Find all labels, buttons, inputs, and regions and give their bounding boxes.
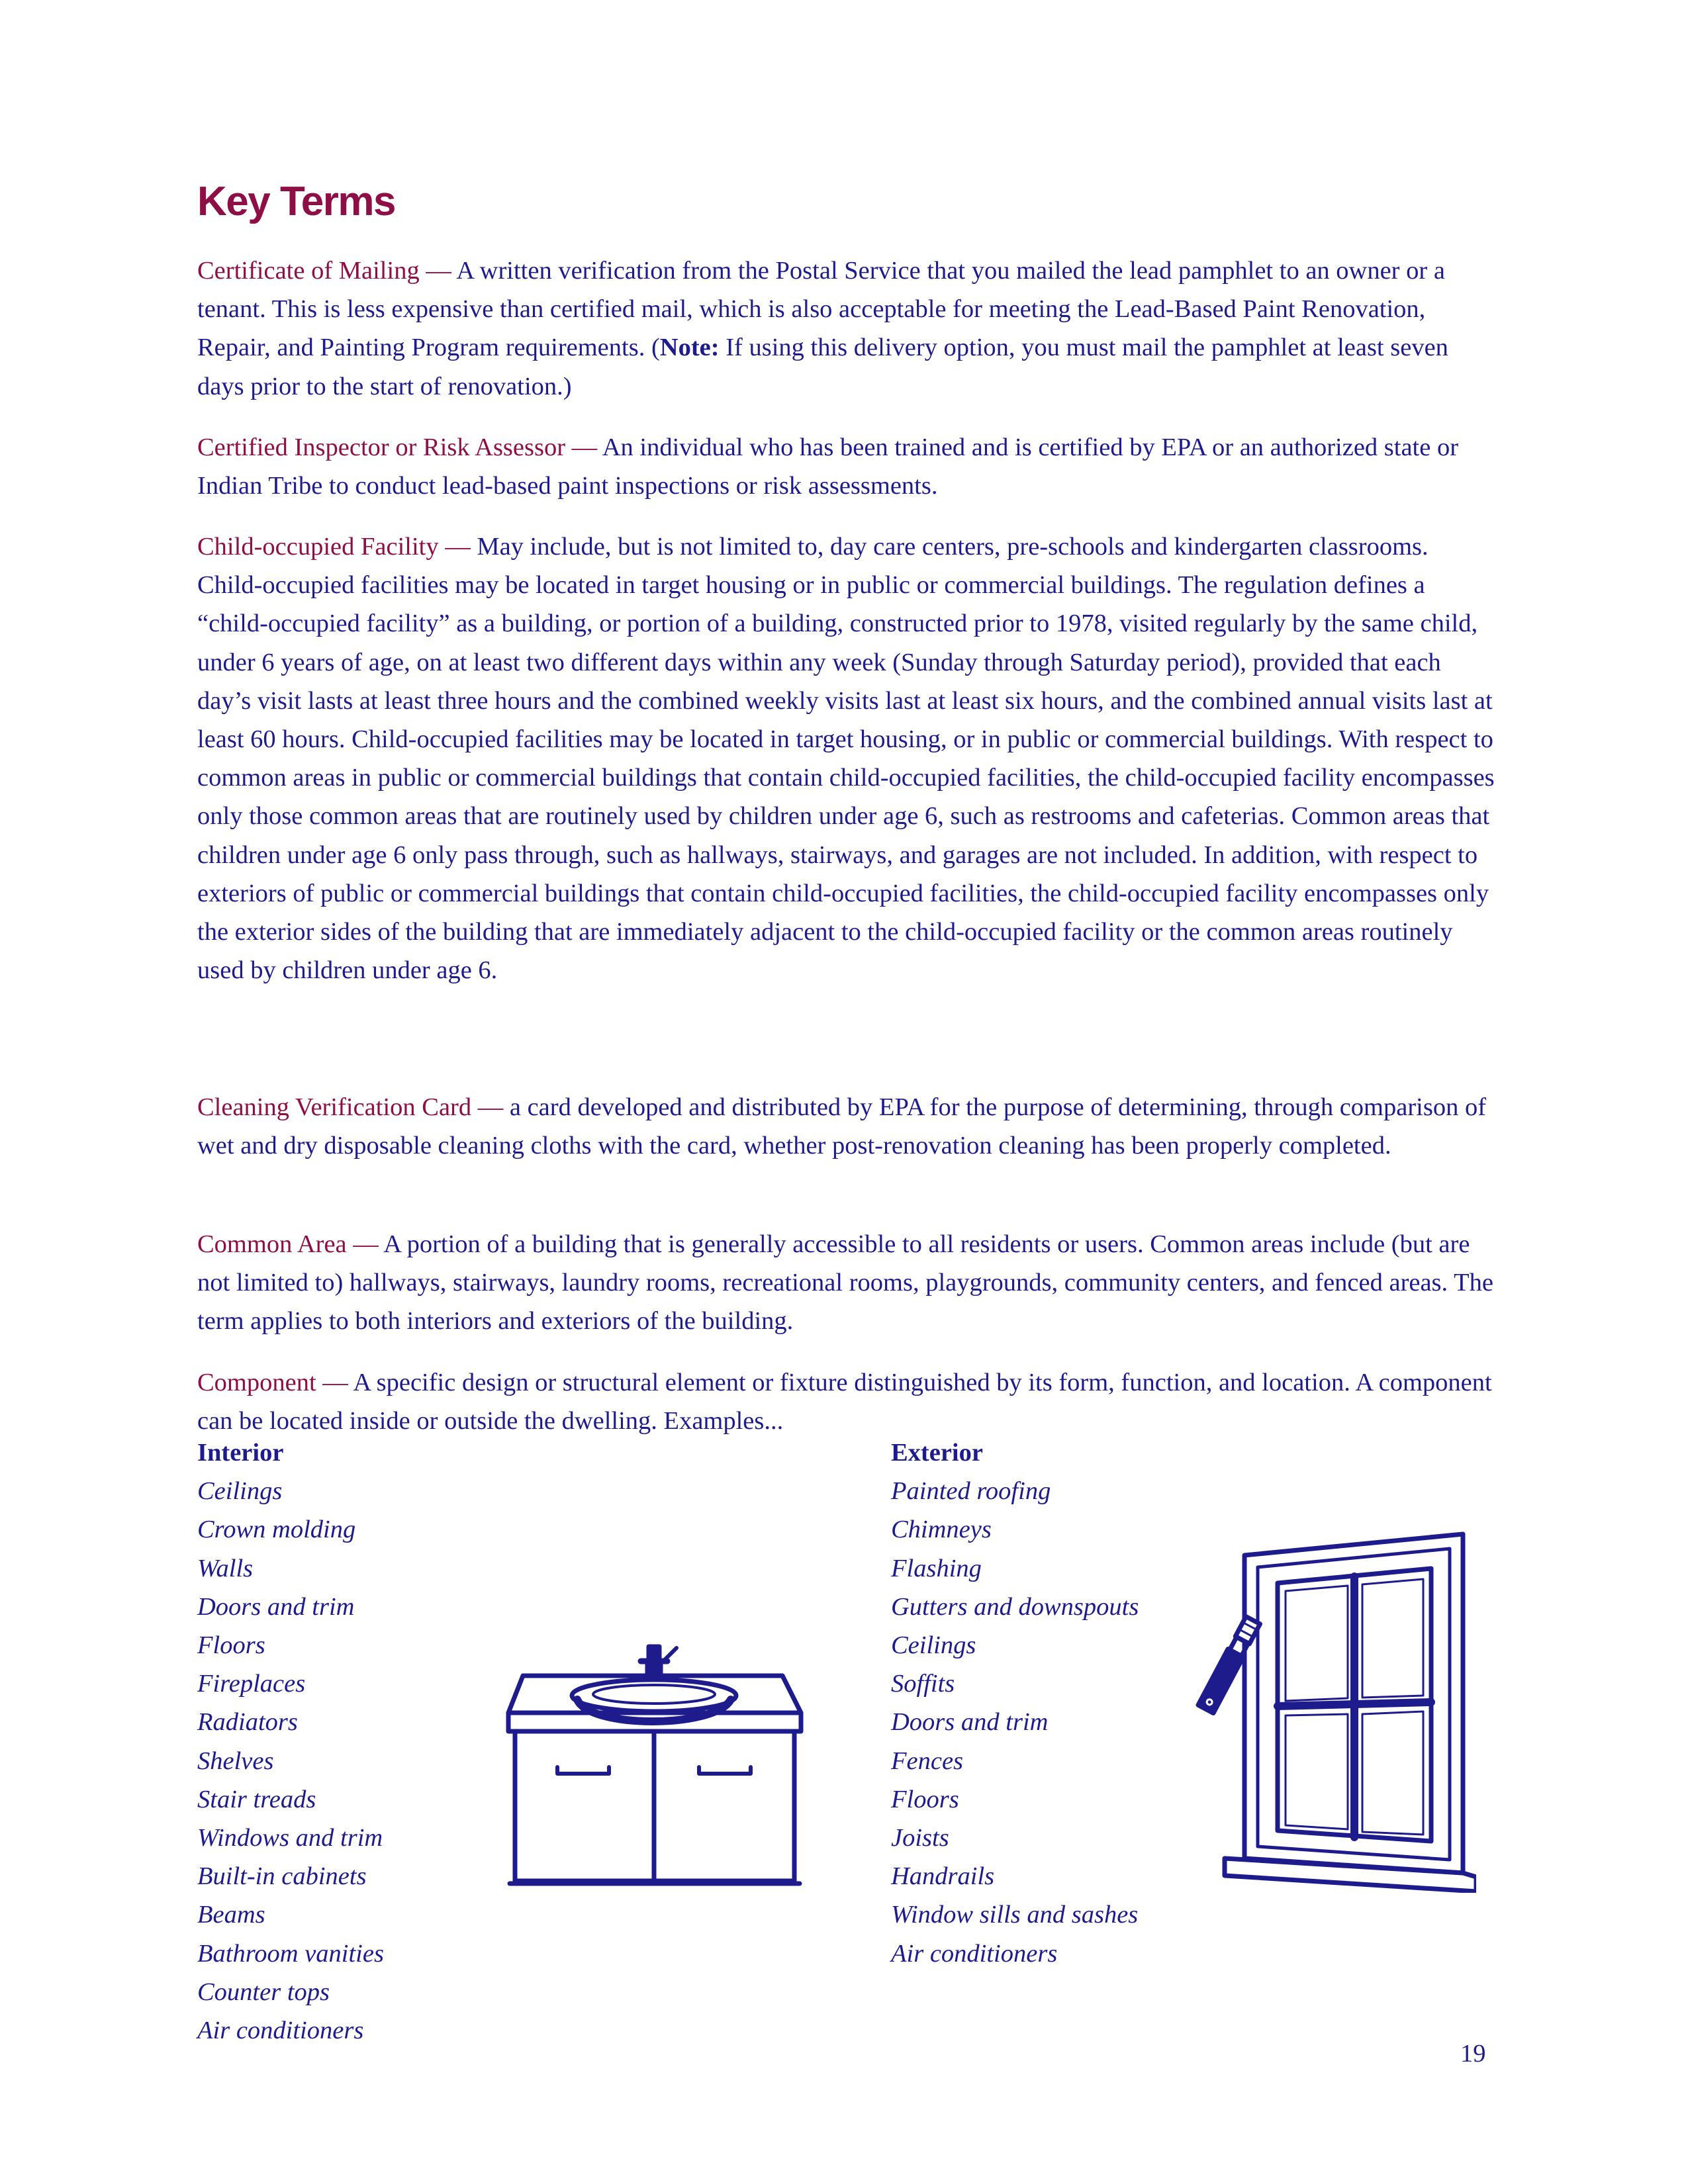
- list-item: Ceilings: [891, 1631, 976, 1660]
- term-dash: —: [346, 1230, 384, 1258]
- list-item: Walls: [197, 1554, 254, 1582]
- term-name: Certified Inspector or Risk Assessor: [197, 433, 566, 461]
- term-definition: A portion of a building that is generally accessible to all residents or users. Common areas include (but are not limited to) hallways, stairways, laundry rooms, recreational rooms, playgrounds, community centers, and fenced areas. The term applies to both interiors and exteriors of the building.: [197, 1230, 1493, 1336]
- list-item: Ceilings: [197, 1477, 283, 1506]
- term-definition: a card developed and distributed by EPA for the purpose of determining, through comparison of wet and dry disposable cleaning cloths with the card, whether post-renovation cleaning has been properly completed.: [197, 1093, 1487, 1160]
- list-item: Floors: [891, 1785, 959, 1813]
- term-name: Common Area: [197, 1230, 347, 1258]
- list-item: Doors and trim: [197, 1592, 355, 1621]
- term-name: Child-occupied Facility: [197, 533, 439, 561]
- term-certified-inspector: [197, 428, 1495, 505]
- list-item: Bathroom vanities: [197, 1939, 384, 1968]
- list-item: Built-in cabinets: [197, 1862, 367, 1891]
- list-item: Fireplaces: [197, 1670, 306, 1698]
- list-item: Flashing: [891, 1554, 982, 1582]
- term-dash: —: [316, 1369, 353, 1396]
- exterior-list: [891, 1472, 1139, 1973]
- list-item: Window sills and sashes: [891, 1901, 1139, 1929]
- list-item: Shelves: [197, 1747, 274, 1775]
- term-dash: —: [565, 433, 602, 461]
- term-child-occupied-facility: [197, 527, 1495, 989]
- list-item: Soffits: [891, 1670, 955, 1698]
- list-item: Air conditioners: [891, 1939, 1058, 1968]
- term-dash: —: [438, 533, 477, 561]
- list-item: Floors: [197, 1631, 265, 1660]
- term-name: Component: [197, 1369, 316, 1396]
- list-item: Painted roofing: [891, 1477, 1051, 1506]
- list-item: Counter tops: [197, 1978, 330, 2006]
- list-item: Joists: [891, 1824, 949, 1852]
- list-item: Windows and trim: [197, 1824, 383, 1852]
- note-text: If using this delivery option, you must mail the pamphlet at least seven days prior to the start of renovation.): [197, 334, 1448, 400]
- list-item: Stair treads: [197, 1785, 316, 1813]
- term-name: Certificate of Mailing: [197, 257, 420, 285]
- interior-heading: Interior: [197, 1439, 284, 1467]
- page-number: 19: [1460, 2040, 1486, 2068]
- list-item: Crown molding: [197, 1516, 356, 1544]
- term-certificate-of-mailing: [197, 251, 1495, 406]
- bathroom-vanity-icon: [503, 1635, 808, 1893]
- term-cleaning-verification-card: [197, 1088, 1495, 1165]
- term-dash: —: [471, 1093, 510, 1121]
- term-definition: A written verification from the Postal Service that you mailed the lead pamphlet to an owner or a tenant. This is less expensive than certified mail, which is also acceptable for meeting the Lead-Based Paint Renovation, Repair, and Painting Program requirements. (: [197, 257, 1445, 362]
- exterior-heading: Exterior: [891, 1439, 983, 1467]
- list-item: Radiators: [197, 1708, 298, 1737]
- list-item: Chimneys: [891, 1516, 992, 1544]
- term-definition: May include, but is not limited to, day care centers, pre-schools and kindergarten classrooms. Child-occupied facilities may be located in target housing or in public or commercial buildings. The regulation defines a “child-occupied facility” as a building, or portion of a building, constructed prior to 1978, visited regularly by the same child, under 6 years of age, on at least two different days within any week (Sunday through Saturday period), provided that each day’s visit lasts at least three hours and the combined weekly visits last at least six hours, and the combined annual visits last at least 60 hours. Child-occupied facilities may be located in target housing, or in public or commercial buildings. With respect to common areas in public or commercial buildings that contain child-occupied facilities, the child-occupied facility encompasses only those common areas that are routinely used by children under age 6, such as restrooms and cafeterias. Common areas that children under age 6 only pass through, such as hallways, stairways, and garages are not included. In addition, with respect to exteriors of public or commercial buildings that contain child-occupied facilities, the child-occupied facility encompasses only the exterior sides of the building that are immediately adjacent to the child-occupied facility or the common areas routinely used by children under age 6.: [197, 533, 1495, 985]
- list-item: Fences: [891, 1747, 964, 1775]
- page-title: Key Terms: [197, 179, 395, 224]
- list-item: Air conditioners: [197, 2017, 364, 2045]
- window-with-paintbrush-icon: [1185, 1529, 1476, 1893]
- list-item: Beams: [197, 1901, 265, 1929]
- interior-examples: [197, 1433, 384, 2050]
- term-definition: A specific design or structural element or fixture distinguished by its form, function, and location. A component can be located inside or outside the dwelling. Examples...: [197, 1369, 1492, 1435]
- exterior-examples: [891, 1433, 1139, 1973]
- list-item: Handrails: [891, 1862, 995, 1891]
- term-definition: An individual who has been trained and is certified by EPA or an authorized state or Indian Tribe to conduct lead-based paint inspections or risk assessments.: [197, 433, 1459, 500]
- term-common-area: [197, 1225, 1495, 1341]
- note-label: Note:: [659, 334, 720, 362]
- term-dash: —: [419, 257, 457, 285]
- interior-list: [197, 1472, 384, 2050]
- list-item: Gutters and downspouts: [891, 1592, 1139, 1621]
- term-name: Cleaning Verification Card: [197, 1093, 472, 1121]
- list-item: Doors and trim: [891, 1708, 1049, 1737]
- term-component: [197, 1363, 1495, 1440]
